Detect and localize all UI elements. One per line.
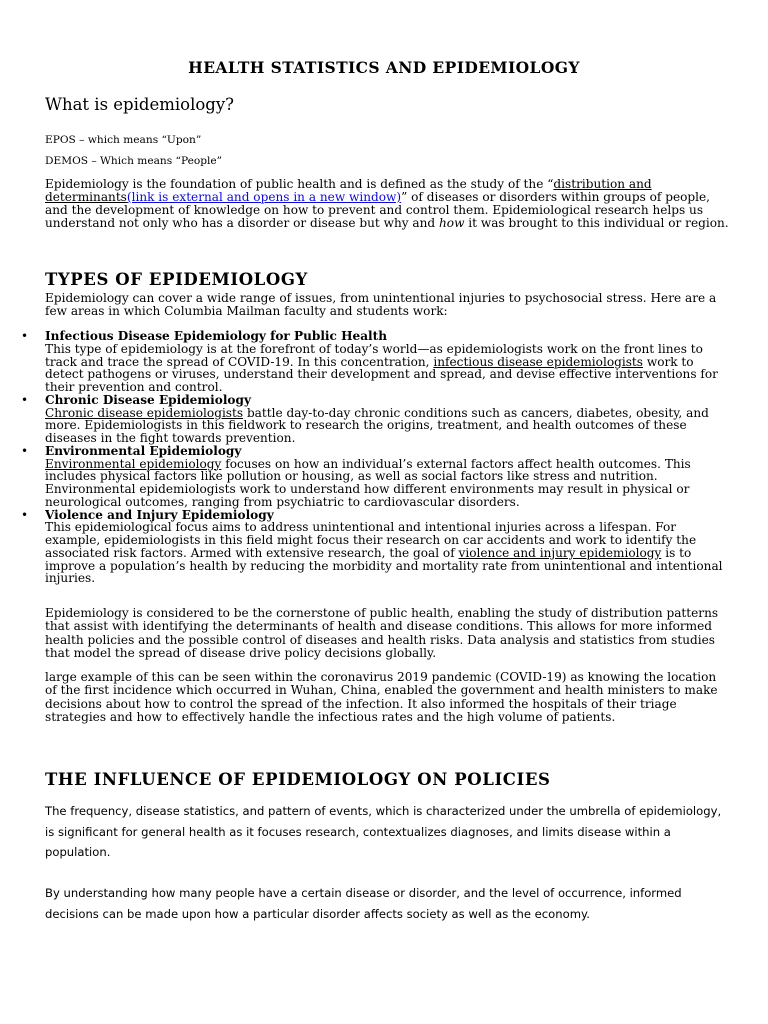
list-item: • Infectious Disease Epidemiology for Public Health This type of epidemiology is at the forefront of today’s world—as epidemiologists work on the front lines to track and trace the spread of COVID-19. In this concentration, infectious disease epidemiologists work to detect pathogens or viruses, understand their development and spread, and devise effective interventions for their prevention and control.	[45, 330, 730, 394]
bullet-icon: •	[21, 392, 29, 407]
bullet-icon: •	[21, 443, 29, 458]
bullet-icon: •	[21, 329, 29, 343]
demos-definition: DEMOS – Which means “People”	[45, 155, 223, 167]
cornerstone-paragraph: Epidemiology is considered to be the cornerstone of public health, enabling the study of distribution patterns that assist with identifying the determinants of health and disease conditions. This allows for more informed health policies and the possible control of diseases and health risks. Data analysis and statistics from studies that model the spread of disease drive policy decisions globally.	[45, 606, 719, 661]
item-title: Infectious Disease Epidemiology for Public Health	[45, 329, 388, 343]
distribution-link[interactable]: distribution and determinants	[45, 177, 652, 204]
list-item: • Chronic Disease Epidemiology Chronic disease epidemiologists battle day-to-day chronic conditions such as cancers, diabetes, obesity, and more. Epidemiologists in this fieldwork to research the origins, treatment, and health outcomes of these diseases in the fight towards prevention.	[45, 394, 730, 445]
item-title: Violence and Injury Epidemiology	[45, 507, 274, 522]
covid-paragraph: large example of this can be seen within the coronavirus 2019 pandemic (COVID-19) as knowing the location of the first incidence which occurred in Wuhan, China, enabled the government and health ministers to make decisions about how to control the spread of the infection. It also informed the hospitals of their triage strategies and how to effectively handle the infectious rates and the high volume of patients.	[45, 670, 718, 725]
chronic-disease-link[interactable]: Chronic disease epidemiologists	[45, 405, 244, 420]
types-heading: TYPES OF EPIDEMIOLOGY	[45, 270, 308, 289]
question-heading: What is epidemiology?	[45, 95, 235, 114]
item-title: Chronic Disease Epidemiology	[45, 392, 251, 407]
epidemiology-types-list	[21, 329, 730, 586]
environmental-link[interactable]: Environmental epidemiology	[45, 456, 222, 471]
definition-paragraph: Epidemiology is the foundation of public health and is defined as the study of the “distribution and determinants(link is external and opens in a new window)” of diseases or disorders within groups of people, and the development of knowledge on how to prevent and control them. Epidemiological research helps us understand not only who has a disorder or disease but why and how it was brought to this individual or region.	[45, 177, 729, 230]
violence-injury-link[interactable]: violence and injury epidemiology	[458, 545, 662, 560]
types-intro: Epidemiology can cover a wide range of issues, from unintentional injuries to psychosocial stress. Here are a few areas in which Columbia Mailman faculty and students work:	[45, 291, 717, 318]
epos-definition: EPOS – which means “Upon”	[45, 134, 202, 146]
item-title: Environmental Epidemiology	[45, 443, 242, 458]
emphasis-how: how	[439, 215, 465, 230]
external-link-note[interactable]: (link is external and opens in a new window)	[126, 189, 402, 204]
list-item: • Violence and Injury Epidemiology This epidemiological focus aims to address unintentional and intentional injuries across a lifespan. For example, epidemiologists in this field might focus their research on car accidents and work to identify the associated risk factors. Armed with extensive research, the goal of violence and injury epidemiology is to improve a population’s health by reducing the morbidity and mortality rate from unintentional and intentional injuries.	[45, 509, 730, 586]
policies-paragraph-2: By understanding how many people have a certain disease or disorder, and the level of occurrence, informed decisions can be made upon how a particular disorder affects society as well as the economy.	[45, 886, 682, 921]
policies-paragraph-1: The frequency, disease statistics, and pattern of events, which is characterized under the umbrella of epidemiology, is significant for general health as it focuses research, contextualizes diagnoses, and limits disease within a population.	[45, 804, 722, 859]
bullet-icon: •	[21, 507, 29, 522]
list-item: • Environmental Epidemiology Environmental epidemiology focuses on how an individual’s external factors affect health outcomes. This includes physical factors like pollution or housing, as well as social factors like stress and nutrition. Environmental epidemiologists work to understand how different environments may result in physical or neurological outcomes, ranging from psychiatric to cardiovascular disorders.	[45, 445, 730, 509]
page-title: HEALTH STATISTICS AND EPIDEMIOLOGY	[188, 58, 580, 77]
infectious-disease-link[interactable]: infectious disease epidemiologists	[433, 354, 643, 369]
policies-heading: THE INFLUENCE OF EPIDEMIOLOGY ON POLICIES	[45, 770, 551, 789]
